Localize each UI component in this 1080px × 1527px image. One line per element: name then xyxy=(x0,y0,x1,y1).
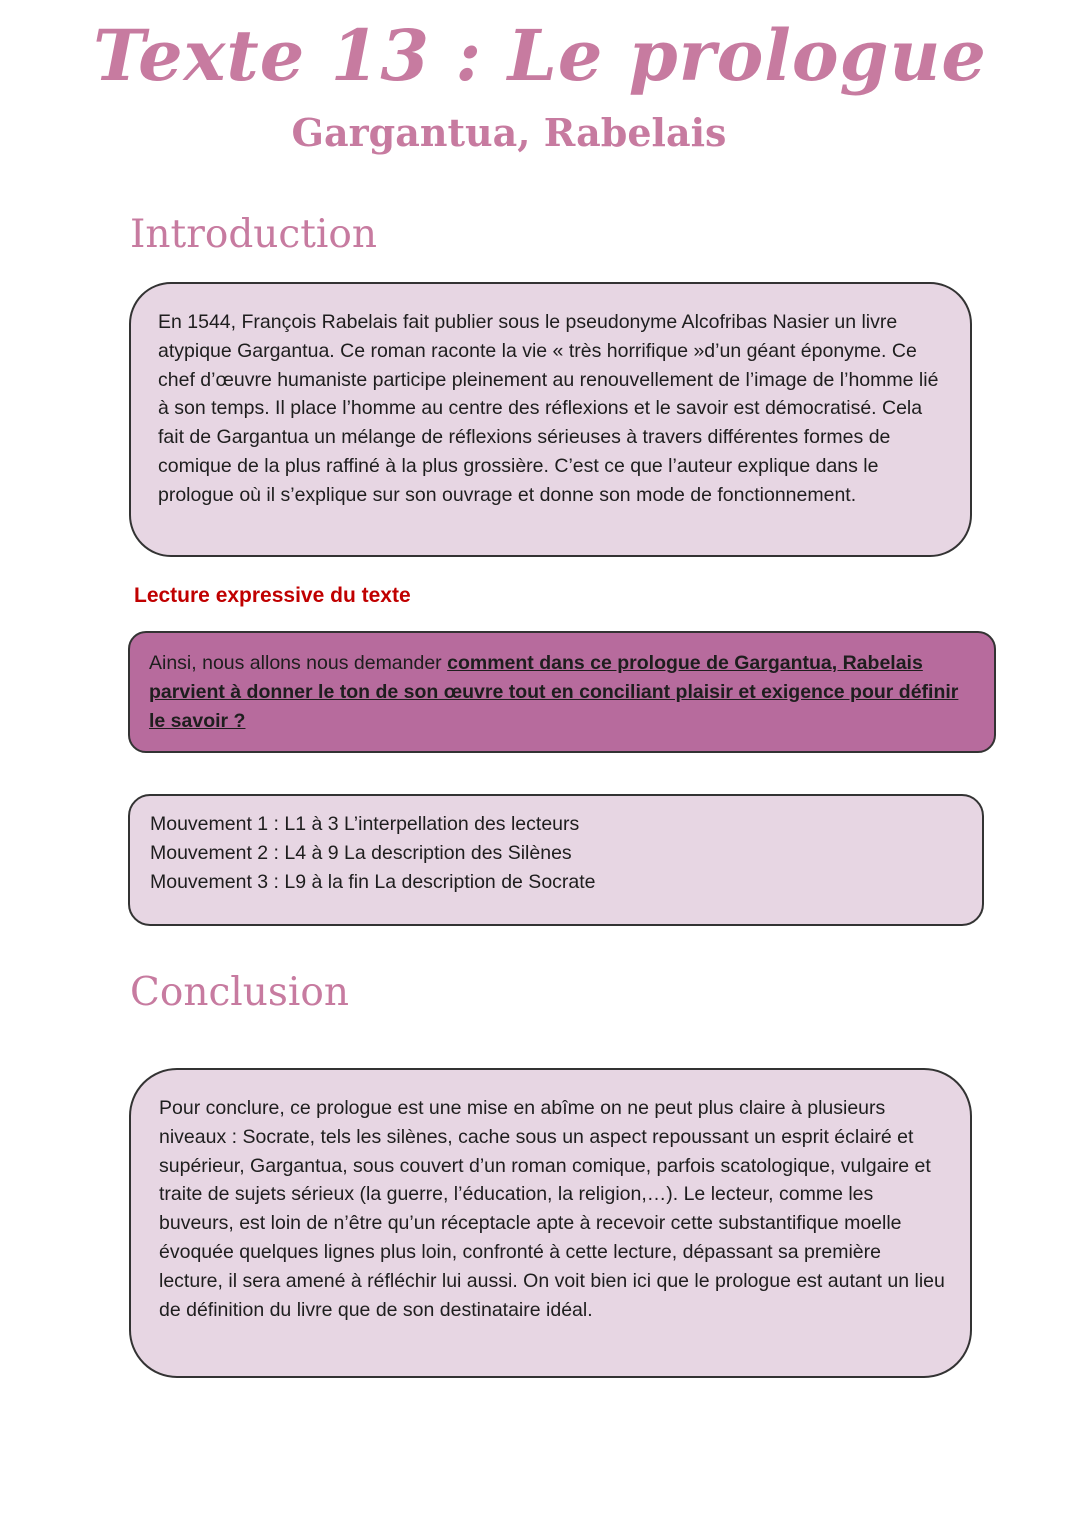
problematique-box xyxy=(128,631,996,753)
conclusion-text: Pour conclure, ce prologue est une mise en abîme on ne peut plus claire à plusieurs niveaux : Socrate, tels les silènes, cache sous un aspect repoussant un esprit éclairé et supérieur, Gargantua, sous couvert d’un roman comique, parfois scatologique, vulgaire et traite de sujets sérieux (la guerre, l’éducation, la religion,…). Le lecteur, comme les buveurs, est loin de n’être qu’un réceptacle apte à recevoir cette substantifique moelle évoquée quelques lignes plus loin, confronté à cette lecture, dépassant sa première lecture, il sera amené à réfléchir lui aussi. On voit bien ici que le prologue est autant un lieu de définition du livre que de son destinataire idéal. xyxy=(159,1097,945,1321)
mouvement-item: Mouvement 1 : L1 à 3 L’interpellation des lecteurs xyxy=(150,813,580,835)
lecture-expressive-label: Lecture expressive du texte xyxy=(134,584,411,607)
introduction-heading: Introduction xyxy=(130,212,377,257)
problematique-text xyxy=(149,649,976,735)
page-subtitle: Gargantua, Rabelais xyxy=(291,110,727,155)
problematique-lead: Ainsi, nous allons nous demander xyxy=(149,652,448,674)
mouvement-item: Mouvement 3 : L9 à la fin La description de Socrate xyxy=(150,870,596,893)
mouvement-item: Mouvement 2 : L4 à 9 La description des Silènes xyxy=(150,841,572,864)
mouvements-box xyxy=(128,794,984,926)
conclusion-box xyxy=(129,1068,972,1378)
conclusion-heading: Conclusion xyxy=(130,970,349,1015)
introduction-box xyxy=(129,282,972,557)
problematique-question: comment dans ce prologue de Gargantua, Rabelais parvient à donner le ton de son œuvre tout en conciliant plaisir et exigence pour définir le savoir ? xyxy=(149,652,959,732)
introduction-text: En 1544, François Rabelais fait publier sous le pseudonyme Alcofribas Nasier un livre atypique Gargantua. Ce roman raconte la vie « très horrifique »d’un géant éponyme. Ce chef d’œuvre humaniste participe pleinement au renouvellement de l’image de l’homme lié à son temps. Il place l’homme au centre des réflexions et le savoir est démocratisé. Cela fait de Gargantua un mélange de réflexions sérieuses à travers différentes formes de comique de la plus raffiné à la plus grossière. C’est ce que l’auteur explique dans le prologue où il s’explique sur son ouvrage et donne son mode de fonctionnement. xyxy=(158,311,939,506)
page-title: Texte 13 : Le prologue xyxy=(93,14,987,97)
